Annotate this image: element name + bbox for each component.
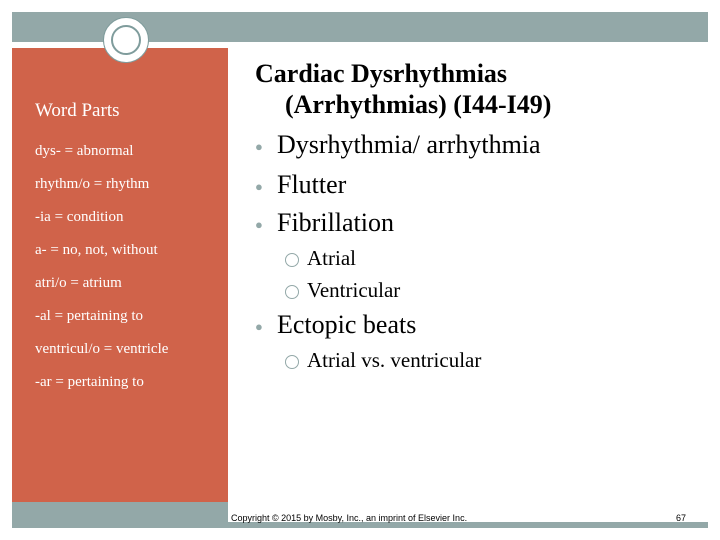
bullet-text: Flutter [277,170,347,199]
bullet-icon: ● [255,139,263,155]
sub-bullet-item [285,246,356,271]
slide-title [255,58,685,120]
bullet-item [255,170,346,200]
bullet-item [255,310,416,340]
slide-title-line1: Cardiac Dysrhythmias [255,59,508,88]
sub-bullet-text: Ventricular [307,278,401,302]
sub-bullet-item [285,278,400,303]
sub-bullet-text: Atrial vs. ventricular [307,348,482,372]
circle-bullet-icon [285,253,299,267]
bullet-text: Dysrhythmia/ arrhythmia [277,130,541,159]
circle-bullet-icon [285,285,299,299]
word-parts-heading: Word Parts [35,100,120,121]
bullet-text: Fibrillation [277,208,394,237]
copyright-text: Copyright © 2015 by Mosby, Inc., an imprint of Elsevier Inc. [231,513,468,523]
sub-bullet-item [285,348,481,373]
sub-bullet-text: Atrial [307,246,356,270]
bullet-item [255,208,394,238]
bullet-icon: ● [255,319,263,335]
word-part-item: rhythm/o = rhythm [35,176,150,192]
word-part-item: -ia = condition [35,209,124,225]
word-part-item: -ar = pertaining to [35,374,144,390]
circle-bullet-icon [285,355,299,369]
decorative-circle-icon [103,17,149,63]
bullet-text: Ectopic beats [277,310,417,339]
bullet-item [255,130,541,160]
bullet-icon: ● [255,179,263,195]
bullet-icon: ● [255,217,263,233]
word-part-item: dys- = abnormal [35,143,134,159]
word-part-item: -al = pertaining to [35,308,144,324]
word-part-item: a- = no, not, without [35,242,158,258]
word-part-item: ventricul/o = ventricle [35,341,169,357]
page-number: 67 [676,513,687,523]
decorative-circle-inner [111,25,141,55]
slide-title-line2: (Arrhythmias) (I44-I49) [285,90,552,119]
word-part-item: atri/o = atrium [35,275,122,291]
